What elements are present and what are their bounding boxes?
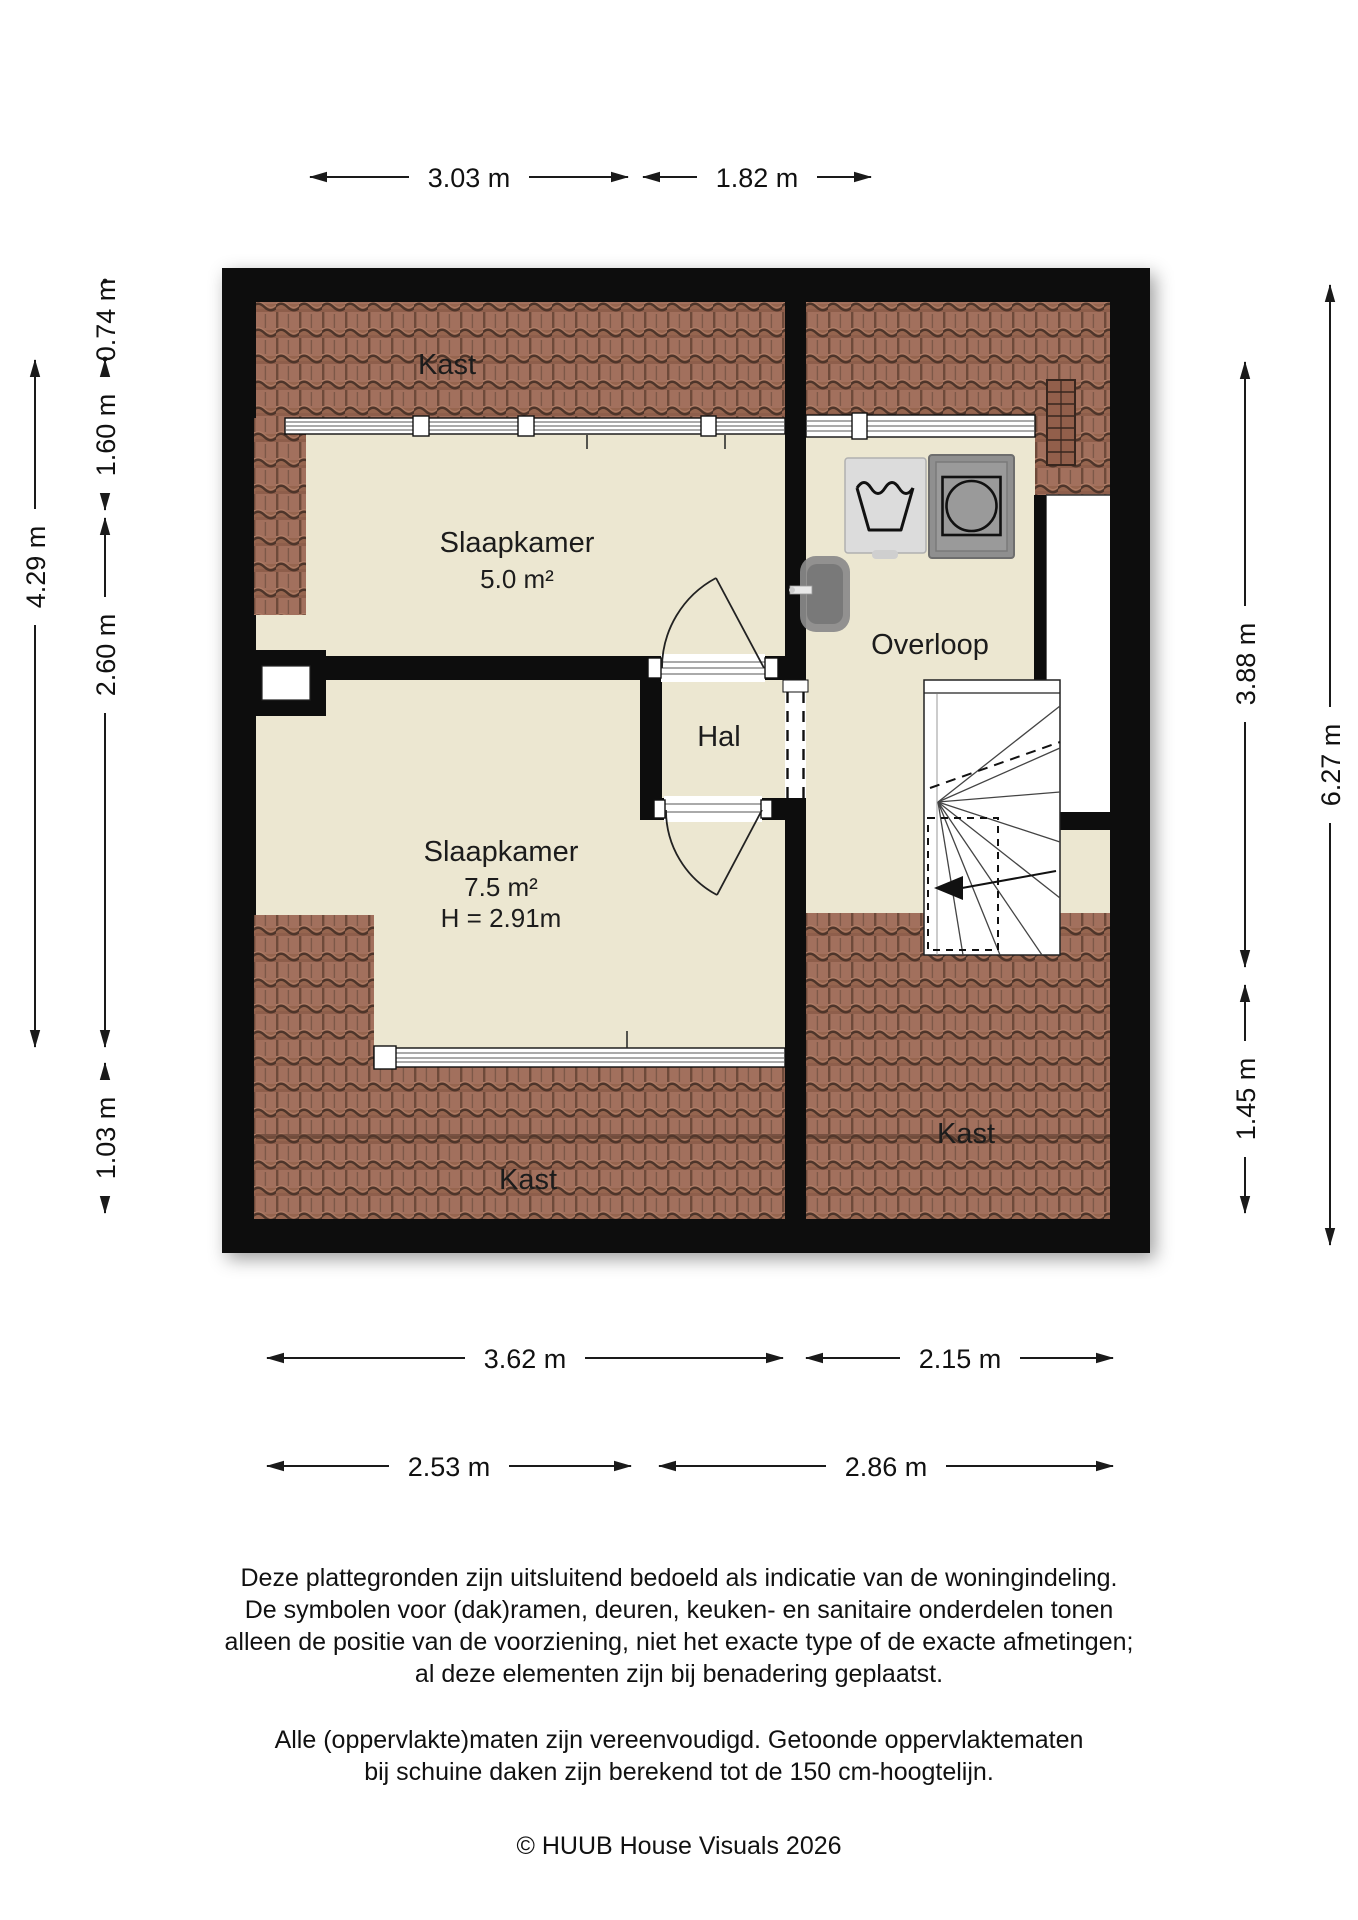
dim-label: 1.45 m	[1231, 1057, 1261, 1141]
room-area-bedroom1: 5.0 m²	[480, 564, 554, 594]
dim-label: 2.60 m	[91, 613, 121, 697]
window-mullion	[518, 416, 534, 436]
dim-bottom-3	[267, 1452, 631, 1482]
dim-label: 1.03 m	[91, 1096, 121, 1180]
open-passage	[783, 680, 808, 798]
floor-plan	[222, 268, 1150, 1253]
roof-window-icon	[1047, 380, 1075, 465]
roof-kast-top	[256, 302, 785, 418]
disclaimer-line: bij schuine daken zijn berekend tot de 150 cm-hoogtelijn.	[364, 1758, 994, 1786]
dim-label: 2.53 m	[407, 1452, 491, 1482]
roof-bottom-left-patch	[254, 915, 374, 1219]
dim-top-1	[310, 163, 628, 193]
disclaimer-line: al deze elementen zijn bij benadering geplaatst.	[414, 1660, 944, 1688]
disclaimer-line: alleen de positie van de voorziening, niet het exacte type of de exacte afmetingen;	[224, 1628, 1134, 1656]
dim-bottom-4	[659, 1452, 1113, 1482]
copyright-text: © HUUB House Visuals 2026	[516, 1832, 842, 1860]
disclaimer-line: De symbolen voor (dak)ramen, deuren, keuken- en sanitaire onderdelen tonen	[244, 1596, 1114, 1624]
wall-niche	[262, 666, 310, 700]
dim-top-2	[643, 163, 871, 193]
room-label-kast-bottom: Kast	[498, 1164, 558, 1196]
dim-label: 0.74 m	[91, 278, 121, 362]
window-mullion	[413, 416, 429, 436]
dim-label: 2.86 m	[844, 1452, 928, 1482]
dim-left-1	[91, 279, 121, 362]
dim-label: 3.62 m	[483, 1344, 567, 1374]
disclaimer-line: Deze plattegronden zijn uitsluitend bedoeld als indicatie van de woningindeling.	[240, 1564, 1118, 1592]
room-label-kast-bottom-right: Kast	[936, 1118, 996, 1150]
dim-left-2	[91, 360, 121, 510]
dim-bottom-1	[267, 1344, 783, 1374]
dim-bottom-2	[806, 1344, 1113, 1374]
roof-kast-bottom-right	[806, 913, 1110, 1219]
window-mullion	[701, 416, 716, 436]
dim-right-1	[1231, 362, 1261, 967]
dim-label: 2.15 m	[918, 1344, 1002, 1374]
dim-left-4	[91, 1063, 121, 1213]
disclaimer-block	[0, 1562, 1358, 1862]
dim-label: 6.27 m	[1316, 723, 1346, 807]
tumble-dryer-icon	[929, 455, 1014, 558]
washing-machine-icon	[845, 458, 926, 559]
room-label-hal: Hal	[697, 721, 741, 753]
room-label-kast-top: Kast	[417, 349, 477, 381]
window-mullion	[852, 413, 867, 439]
dim-left-outer	[21, 360, 51, 1047]
roof-left-patch	[254, 418, 306, 615]
disclaimer-line: Alle (oppervlakte)maten zijn vereenvoudigd. Getoonde oppervlaktematen	[274, 1726, 1084, 1754]
dim-left-3	[91, 518, 121, 1047]
window-strip-top-right	[806, 413, 1035, 439]
room-label-bedroom1: Slaapkamer	[439, 527, 595, 559]
room-area-bedroom2: 7.5 m²	[464, 872, 538, 902]
dim-label: 4.29 m	[21, 525, 51, 609]
dim-right-2	[1231, 985, 1261, 1213]
room-label-overloop: Overloop	[871, 629, 989, 661]
room-label-bedroom2: Slaapkamer	[423, 836, 579, 868]
room-height-bedroom2: H = 2.91m	[440, 903, 562, 933]
dim-label: 3.03 m	[427, 163, 511, 193]
roof-kast-bottom	[374, 1067, 785, 1219]
staircase-down	[924, 680, 1060, 955]
dim-label: 3.88 m	[1231, 622, 1261, 706]
dim-label: 1.60 m	[91, 393, 121, 477]
dim-label: 1.82 m	[715, 163, 799, 193]
window-mullion	[374, 1046, 396, 1069]
dim-right-outer	[1316, 285, 1346, 1245]
